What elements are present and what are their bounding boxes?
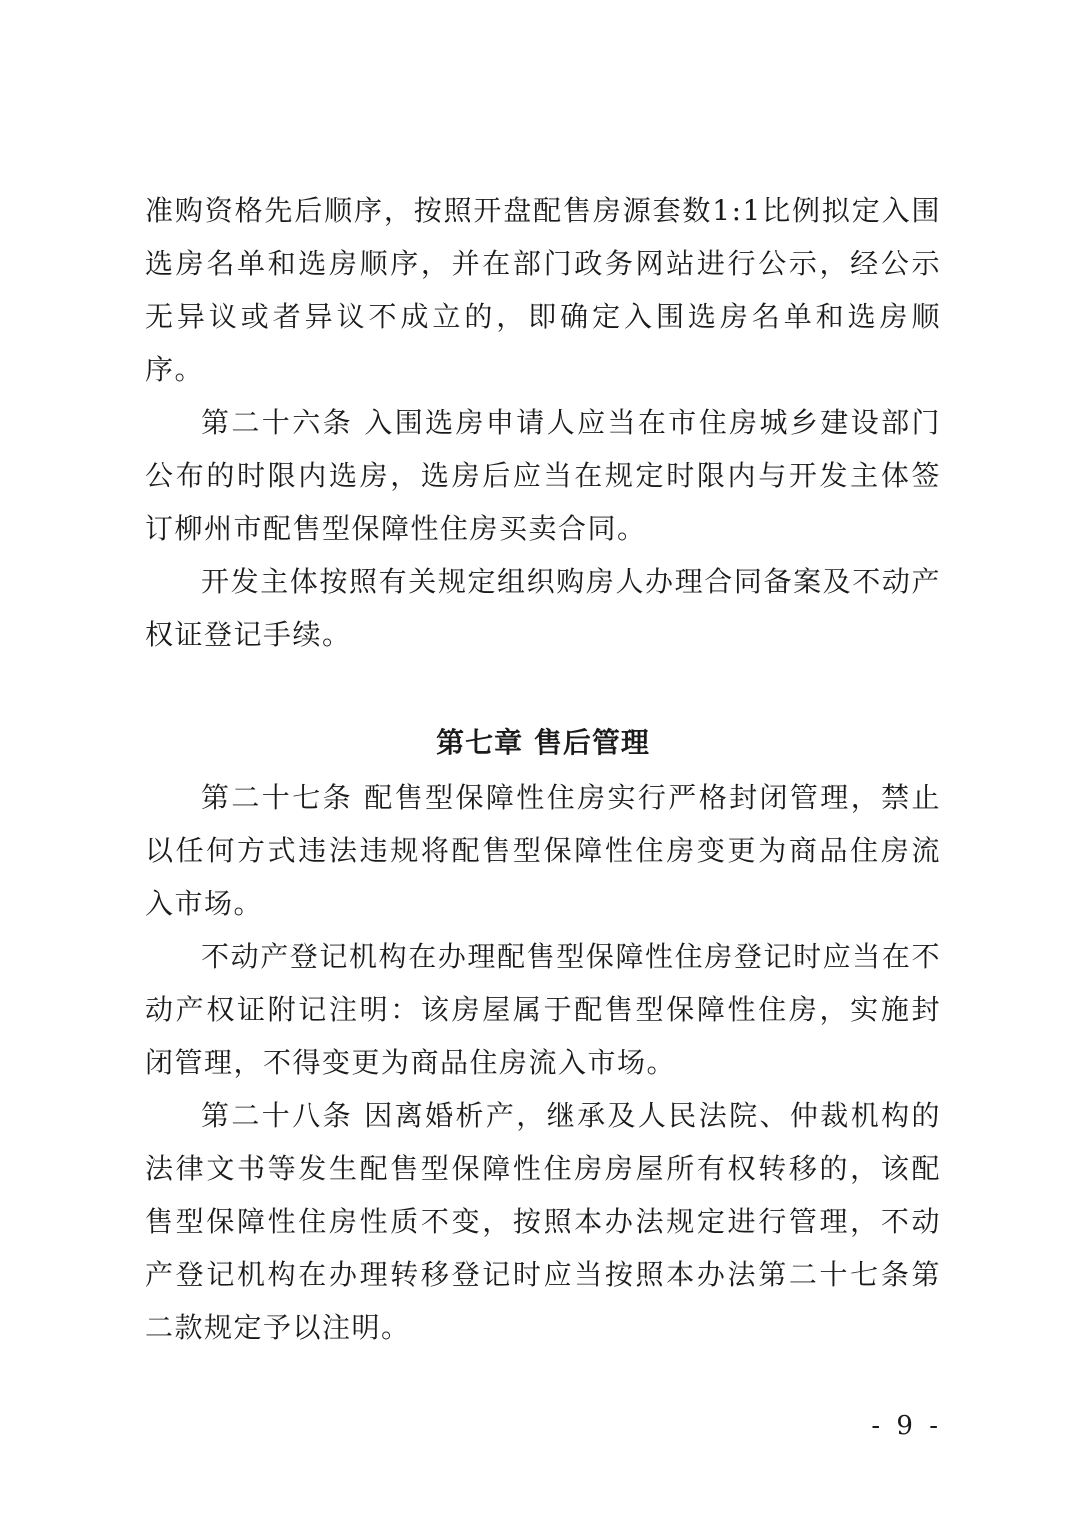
paragraph-article-28: 第二十八条 因离婚析产，继承及人民法院、仲裁机构的法律文书等发生配售型保障性住房房屋所有权转移的，该配售型保障性住房性质不变，按照本办法规定进行管理，不动产登记机构在办理转移登记时应当按照本办法第二十七条第二款规定予以注明。 <box>145 1099 941 1344</box>
chapter-title: 第七章 售后管理 <box>436 726 650 759</box>
paragraph-article-27: 第二十七条 配售型保障性住房实行严格封闭管理，禁止以任何方式违法违规将配售型保障性住房变更为商品住房流入市场。 <box>145 781 941 920</box>
page-number: - 9 - <box>871 1411 942 1441</box>
paragraph-continuation: 准购资格先后顺序，按照开盘配售房源套数1:1比例拟定入围选房名单和选房顺序，并在部门政务网站进行公示，经公示无异议或者异议不成立的，即确定入围选房名单和选房顺序。 <box>145 194 941 386</box>
document-body <box>145 184 941 1354</box>
paragraph-article-26: 第二十六条 入围选房申请人应当在市住房城乡建设部门公布的时限内选房，选房后应当在规定时限内与开发主体签订柳州市配售型保障性住房买卖合同。 <box>145 406 941 545</box>
paragraph-article-27-clause-2: 不动产登记机构在办理配售型保障性住房登记时应当在不动产权证附记注明：该房屋属于配售型保障性住房，实施封闭管理，不得变更为商品住房流入市场。 <box>145 940 941 1079</box>
paragraph-article-26-clause-2: 开发主体按照有关规定组织购房人办理合同备案及不动产权证登记手续。 <box>145 565 941 651</box>
